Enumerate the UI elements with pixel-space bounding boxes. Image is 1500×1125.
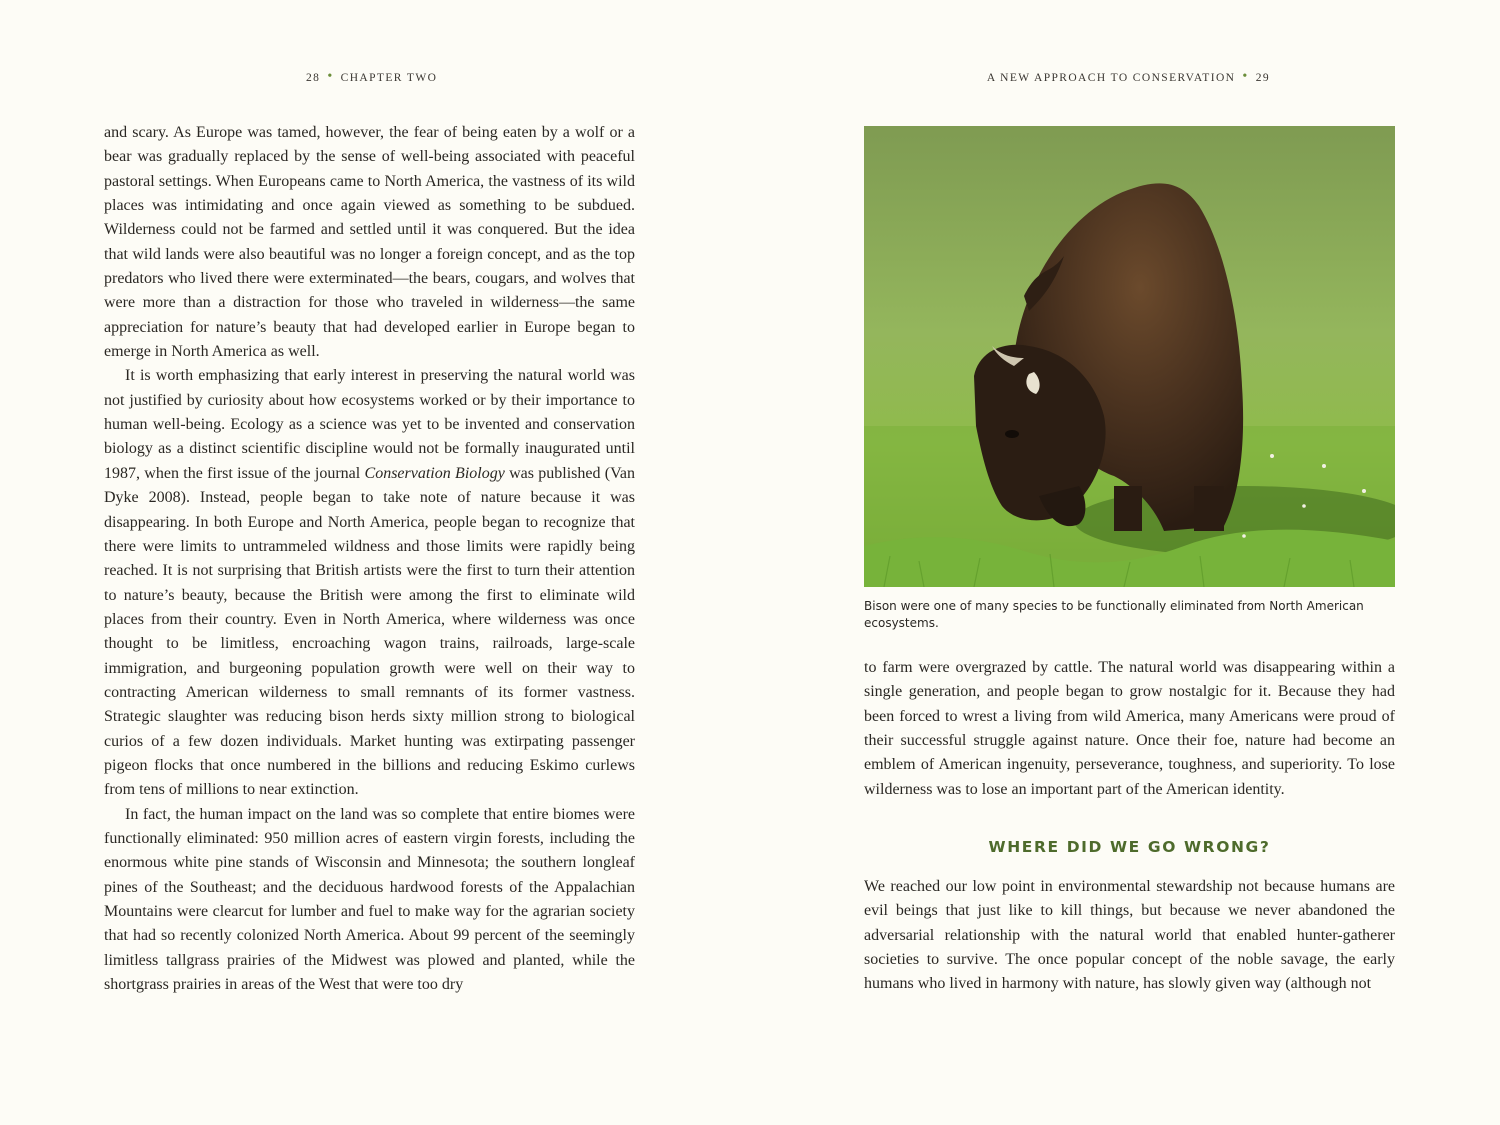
paragraph: It is worth emphasizing that early interest in preserving the natural world was not justified by curiosity about how ecosystems worked or by their importance to human well-being. Ecology as a science was yet to be invented and conservation biology as a distinct scientific discipline would not be formally inaugurated until 1987, when the first issue of the journal Conservation Biology was published (Van Dyke 2008). Instead, people began to take note of nature because it was disappearing. In both Europe and North America, people began to recognize that there were limits to untrammeled wildness and those limits were rapidly being reached. It is not surprising that British artists were the first to turn their attention to nature’s beauty, because the British were among the first to eliminate wild places from their country. Even in North America, where wilderness was once thought to be limitless, encroaching wagon trains, railroads, large-scale immigration, and burgeoning population growth were well on their way to contracting American wilderness to small remnants of its former vastness. Strategic slaughter was reducing bison herds sixty million strong to biological curios of a few dozen individuals. Market hunting was extirpating passenger pigeon flocks that once numbered in the billions and reducing Eskimo curlews from tens of millions to near extinction. [104,367,636,799]
paragraph: to farm were overgrazed by cattle. The natural world was disappearing within a single generation, and people began to grow nostalgic for it. Because they had been forced to wrest a living from wild America, many Americans were proud of their successful struggle against nature. Once their foe, nature had become an emblem of American ingenuity, perseverance, toughness, and superiority. To lose wilderness was to lose an important part of the American identity. [864,659,1395,798]
page-number-left: 28 [306,72,321,84]
running-head-left [306,70,437,86]
running-head-right [987,70,1270,86]
paragraph: We reached our low point in environmental stewardship not because humans are evil beings that just like to kill things, but because we never abandoned the adversarial relationship with the natural world that enabled hunter-gatherer societies to survive. The once popular concept of the noble savage, the early humans who lived in harmony with nature, has slowly given way (although not [864,878,1395,993]
bison-illustration [864,126,1395,587]
journal-title: Conservation Biology [364,464,505,482]
left-body-text [104,121,635,997]
section-body-text [864,875,1395,997]
right-page [750,0,1500,1125]
page-number-right: 29 [1255,72,1270,84]
chapter-title: CHAPTER TWO [340,72,438,84]
paragraph: and scary. As Europe was tamed, however, the fear of being eaten by a wolf or a bear was gradually replaced by the sense of well-being associated with peaceful pastoral settings. When Europeans came to North America, the vastness of its wild places was intimidating and once again viewed as something to be subdued. Wilderness could not be farmed and settled until it was conquered. But the idea that wild lands were also beautiful was no longer a foreign concept, and as the top predators who lived there were exterminated—the bears, cougars, and wolves that were more than a distraction for those who traveled in wilderness—the same appreciation for nature’s beauty that had developed earlier in Europe began to emerge in North America as well. [104,124,635,361]
paragraph: In fact, the human impact on the land was so complete that entire biomes were functionally eliminated: 950 million acres of eastern virgin forests, including the enormous white pine stands of Wisconsin and Minnesota; the southern longleaf pines of the Southeast; and the deciduous hardwood forests of the Appalachian Mountains were clearcut for lumber and fuel to make way for the agrarian society that had so recently colonized North America. About 99 percent of the seemingly limitless tallgrass prairies of the Midwest was plowed and planted, while the shortgrass prairies in areas of the West that were too dry [104,805,635,994]
bison-photo [864,126,1395,587]
separator-dot: • [1242,69,1249,84]
separator-dot: • [327,69,334,84]
section-heading: WHERE DID WE GO WRONG? [988,838,1271,856]
section-title: A NEW APPROACH TO CONSERVATION [986,72,1236,84]
right-body-text [864,656,1395,802]
figure-caption: Bison were one of many species to be functionally eliminated from North American ecosystems. [864,599,1364,630]
